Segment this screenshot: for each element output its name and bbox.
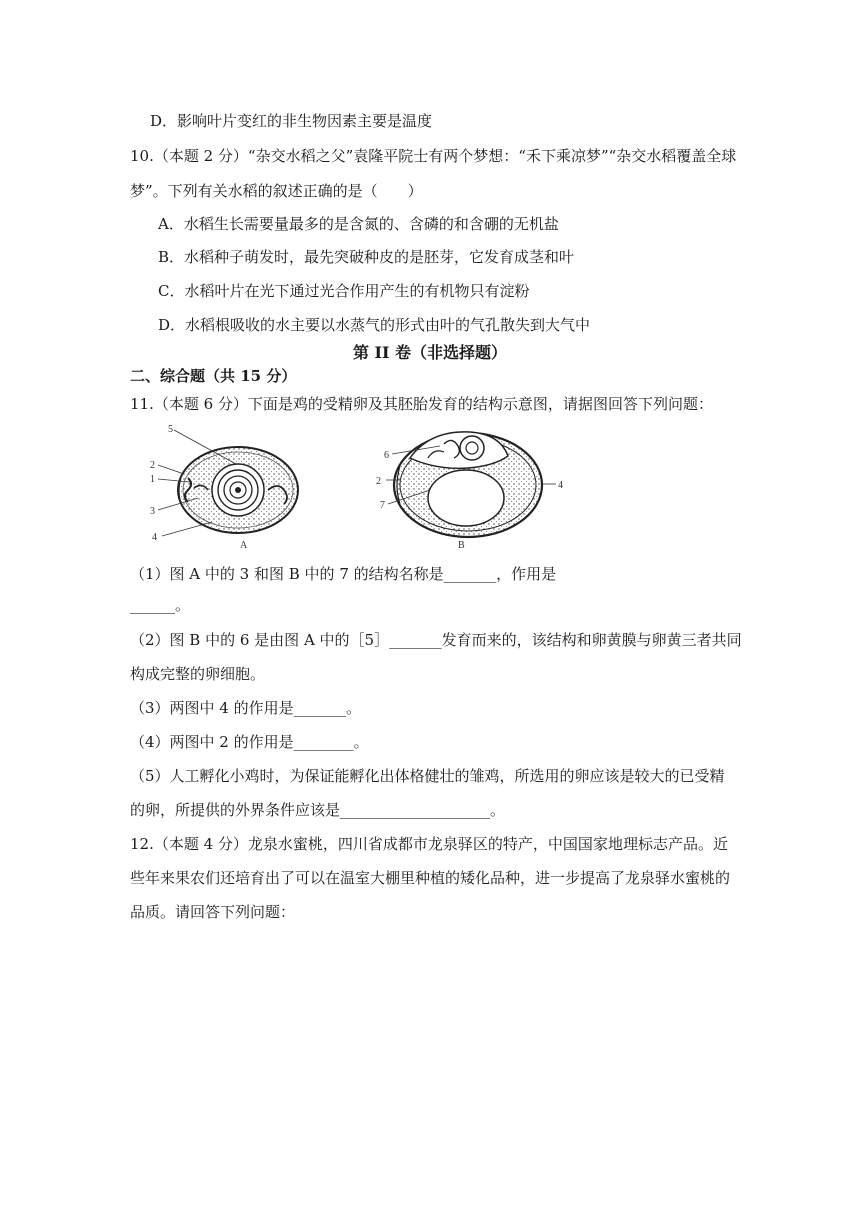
egg-a-label-1: 1 xyxy=(150,474,155,485)
q11-sub2-line2: 构成完整的卵细胞。 xyxy=(130,665,266,683)
egg-b-label-6: 6 xyxy=(384,450,389,461)
egg-embryo-diagram xyxy=(148,418,588,556)
q10-option-b: B．水稻种子萌发时，最先突破种皮的是胚芽，它发育成茎和叶 xyxy=(158,248,575,266)
q11-sub5-line2: 的卵，所提供的外界条件应该是____________________。 xyxy=(130,801,506,819)
q11-sub2-line1: （2）图 B 中的 6 是由图 A 中的［5］_______发育而来的，该结构和卵黄膜与卵黄三者共同 xyxy=(130,631,742,649)
q11-stem: 11.（本题 6 分）下面是鸡的受精卵及其胚胎发育的结构示意图，请据图回答下列问题： xyxy=(130,395,713,413)
q9-option-d: D．影响叶片变红的非生物因素主要是温度 xyxy=(150,112,433,130)
q11-sub4: （4）两图中 2 的作用是________。 xyxy=(130,733,369,751)
q10-stem-line2: 梦”。下列有关水稻的叙述正确的是（ ） xyxy=(130,182,423,200)
section-title: 第 II 卷（非选择题） xyxy=(352,343,508,362)
q11-sub1-line2: ______。 xyxy=(130,596,191,614)
egg-a-caption: A xyxy=(240,540,248,551)
egg-b-label-4: 4 xyxy=(558,480,563,491)
egg-a-label-5: 5 xyxy=(168,424,173,435)
q12-stem-line1: 12.（本题 4 分）龙泉水蜜桃，四川省成都市龙泉驿区的特产，中国国家地理标志产品。近 xyxy=(130,835,728,853)
q10-option-a: A．水稻生长需要量最多的是含氮的、含磷的和含硼的无机盐 xyxy=(158,215,559,233)
part-two-heading: 二、综合题（共 15 分） xyxy=(130,367,297,385)
q12-stem-line3: 品质。请回答下列问题： xyxy=(130,903,296,921)
egg-a-label-4: 4 xyxy=(152,532,157,543)
egg-b-drawing xyxy=(386,432,556,537)
q11-sub5-line1: （5）人工孵化小鸡时，为保证能孵化出体格健壮的雏鸡，所选用的卵应该是较大的已受精 xyxy=(130,767,725,785)
egg-b-label-2: 2 xyxy=(376,476,381,487)
egg-a-drawing xyxy=(158,430,298,536)
q10-option-c: C．水稻叶片在光下通过光合作用产生的有机物只有淀粉 xyxy=(158,282,530,300)
egg-b-label-7: 7 xyxy=(380,500,385,511)
egg-a-label-3: 3 xyxy=(150,506,155,517)
q10-option-d: D．水稻根吸收的水主要以水蒸气的形式由叶的气孔散失到大气中 xyxy=(158,316,591,334)
q12-stem-line2: 些年来果农们还培育出了可以在温室大棚里种植的矮化品种，进一步提高了龙泉驿水蜜桃的 xyxy=(130,869,731,887)
q10-stem-line1: 10.（本题 2 分）“杂交水稻之父”袁隆平院士有两个梦想：“禾下乘凉梦”“杂交水稻覆盖全球 xyxy=(130,147,737,165)
egg-a-label-2: 2 xyxy=(150,460,155,471)
q11-sub3: （3）两图中 4 的作用是_______。 xyxy=(130,699,362,717)
q11-sub1-line1: （1）图 A 中的 3 和图 B 中的 7 的结构名称是_______，作用是 xyxy=(130,565,557,583)
egg-b-caption: B xyxy=(458,540,465,551)
